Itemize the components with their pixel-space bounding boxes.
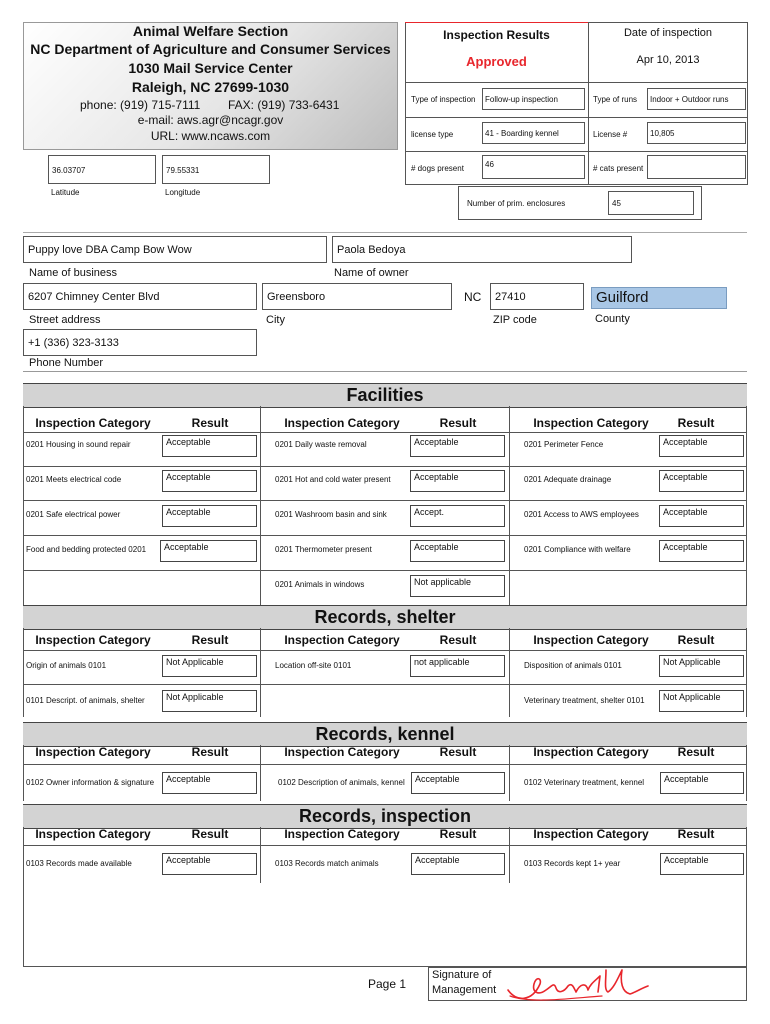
facilities-table — [23, 406, 747, 605]
type-of-inspection-label: Type of inspection — [411, 95, 476, 104]
longitude-label: Longitude — [165, 188, 201, 197]
dogs-present-field[interactable] — [482, 155, 585, 179]
phone-number-label: Phone Number — [29, 357, 103, 369]
inspection-results-value: Approved — [466, 54, 527, 69]
agency-fax: FAX: (919) 733-6431 — [228, 98, 340, 112]
col-header-category: Inspection Category — [35, 633, 151, 647]
category-label: Veterinary treatment, shelter 0101 — [524, 696, 645, 705]
col-header-result: Result — [439, 633, 477, 647]
cats-present-field[interactable] — [647, 155, 746, 179]
city-value: Greensboro — [267, 291, 326, 303]
longitude-field[interactable] — [162, 155, 270, 184]
category-label: Disposition of animals 0101 — [524, 661, 622, 670]
result-field[interactable]: Acceptable — [660, 853, 744, 875]
col-header-category: Inspection Category — [533, 745, 649, 759]
col-header-result: Result — [439, 416, 477, 430]
result-field[interactable]: Acceptable — [660, 772, 744, 794]
latitude-field[interactable] — [48, 155, 156, 184]
owner-name-label: Name of owner — [334, 267, 409, 279]
type-of-runs-value: Indoor + Outdoor runs — [650, 95, 729, 104]
license-number-field[interactable] — [647, 122, 746, 144]
col-header-result: Result — [677, 633, 715, 647]
col-header-result: Result — [677, 745, 715, 759]
result-field[interactable]: Not Applicable — [162, 655, 257, 677]
result-field[interactable]: Acceptable — [162, 853, 257, 875]
result-field[interactable]: Acceptable — [162, 505, 257, 527]
col-header-category: Inspection Category — [284, 745, 400, 759]
agency-section: Animal Welfare Section — [132, 23, 289, 39]
street-address-label: Street address — [29, 314, 101, 326]
records-shelter-title: Records, shelter — [23, 605, 747, 630]
license-type-field[interactable] — [482, 122, 585, 144]
category-label: 0101 Descript. of animals, shelter — [26, 696, 145, 705]
result-field[interactable]: Accept. — [410, 505, 505, 527]
col-header-result: Result — [677, 827, 715, 841]
signature-label-2: Management — [432, 984, 497, 996]
category-label: 0102 Owner information & signature — [26, 778, 155, 787]
type-of-runs-field[interactable] — [647, 88, 746, 110]
street-address-field[interactable] — [23, 283, 257, 310]
owner-name-value: Paola Bedoya — [337, 244, 406, 256]
agency-email: e-mail: aws.agr@ncagr.gov — [137, 113, 284, 127]
longitude-value: 79.55331 — [166, 166, 200, 175]
records-inspection-table — [23, 827, 747, 967]
category-label: 0201 Thermometer present — [275, 545, 372, 554]
agency-address-2: Raleigh, NC 27699-1030 — [131, 79, 290, 95]
county-label: County — [595, 313, 630, 325]
category-label: 0201 Daily waste removal — [275, 440, 367, 449]
category-label: 0201 Meets electrical code — [26, 475, 122, 484]
county-value: Guilford — [596, 289, 649, 306]
license-type-label: license type — [411, 130, 454, 139]
cats-present-label: # cats present — [593, 164, 644, 173]
street-address-value: 6207 Chimney Center Blvd — [28, 291, 160, 303]
col-header-result: Result — [677, 416, 715, 430]
category-label: 0201 Access to AWS employees — [524, 510, 639, 519]
category-label: 0102 Veterinary treatment, kennel — [524, 778, 645, 787]
agency-url: URL: www.ncaws.com — [150, 129, 271, 143]
business-name-value: Puppy love DBA Camp Bow Wow — [28, 244, 192, 256]
col-header-category: Inspection Category — [533, 633, 649, 647]
col-header-result: Result — [439, 745, 477, 759]
col-header-category: Inspection Category — [284, 827, 400, 841]
result-field[interactable]: Acceptable — [162, 772, 257, 794]
handwritten-signature — [502, 962, 652, 1006]
zip-value: 27410 — [495, 291, 526, 303]
records-kennel-title: Records, kennel — [23, 722, 747, 747]
dogs-present-value: 46 — [485, 160, 494, 169]
date-of-inspection-label: Date of inspection — [623, 27, 713, 39]
col-header-result: Result — [191, 745, 229, 759]
result-field[interactable]: Acceptable — [160, 540, 257, 562]
category-label: 0201 Compliance with welfare — [524, 545, 631, 554]
state-value: NC — [464, 290, 482, 304]
col-header-category: Inspection Category — [533, 827, 649, 841]
col-header-category: Inspection Category — [35, 745, 151, 759]
phone-number-value: +1 (336) 323-3133 — [28, 337, 119, 349]
license-type-value: 41 - Boarding kennel — [485, 129, 559, 138]
category-label: 0201 Adequate drainage — [524, 475, 612, 484]
enclosures-field[interactable] — [608, 191, 694, 215]
category-label: 0103 Records match animals — [275, 859, 379, 868]
category-label: 0201 Animals in windows — [275, 580, 365, 589]
result-field[interactable]: Acceptable — [162, 435, 257, 457]
result-field[interactable]: not applicable — [410, 655, 505, 677]
inspection-results-label: Inspection Results — [443, 28, 550, 42]
category-label: 0201 Housing in sound repair — [26, 440, 131, 449]
category-label: 0103 Records kept 1+ year — [524, 859, 621, 868]
county-field[interactable] — [591, 287, 727, 309]
result-field[interactable]: Acceptable — [410, 470, 505, 492]
result-field[interactable]: Acceptable — [410, 540, 505, 562]
category-label: Location off-site 0101 — [275, 661, 352, 670]
divider — [23, 232, 747, 233]
license-number-label: License # — [593, 130, 628, 139]
city-label: City — [266, 314, 285, 326]
agency-phone: phone: (919) 715-7111 — [80, 98, 201, 112]
result-field[interactable]: Acceptable — [411, 853, 505, 875]
category-label: 0201 Perimeter Fence — [524, 440, 604, 449]
category-label: Food and bedding protected 0201 — [26, 545, 147, 554]
type-of-inspection-field[interactable] — [482, 88, 585, 110]
result-field[interactable]: Acceptable — [162, 470, 257, 492]
owner-name-field[interactable] — [332, 236, 632, 263]
results-header-accent — [405, 22, 588, 23]
zip-field[interactable] — [490, 283, 584, 310]
business-name-label: Name of business — [29, 267, 118, 279]
result-field[interactable]: Acceptable — [411, 772, 505, 794]
type-of-runs-label: Type of runs — [593, 95, 638, 104]
category-label: Origin of animals 0101 — [26, 661, 107, 670]
records-inspection-title: Records, inspection — [23, 804, 747, 829]
result-field[interactable]: Not Applicable — [659, 690, 744, 712]
col-header-result: Result — [191, 633, 229, 647]
category-label: 0201 Safe electrical power — [26, 510, 121, 519]
business-name-field[interactable] — [23, 236, 327, 263]
col-header-result: Result — [439, 827, 477, 841]
latitude-label: Latitude — [51, 188, 80, 197]
license-number-value: 10,805 — [650, 129, 675, 138]
result-field[interactable]: Acceptable — [659, 540, 744, 562]
latitude-value: 36.03707 — [52, 166, 86, 175]
result-field[interactable]: Not applicable — [410, 575, 505, 597]
category-label: 0102 Description of animals, kennel — [278, 778, 405, 787]
agency-department: NC Department of Agriculture and Consumer Services — [30, 41, 391, 57]
result-field[interactable]: Acceptable — [659, 505, 744, 527]
col-header-category: Inspection Category — [35, 827, 151, 841]
signature-label-1: Signature of — [432, 969, 492, 981]
result-field[interactable]: Not Applicable — [659, 655, 744, 677]
agency-address-1: 1030 Mail Service Center — [128, 60, 293, 76]
city-field[interactable] — [262, 283, 452, 310]
result-field[interactable]: Acceptable — [659, 435, 744, 457]
col-header-category: Inspection Category — [533, 416, 649, 430]
col-header-result: Result — [191, 827, 229, 841]
facilities-title: Facilities — [23, 383, 747, 408]
result-field[interactable]: Not Applicable — [162, 690, 257, 712]
col-header-result: Result — [191, 416, 229, 430]
dogs-present-label: # dogs present — [411, 164, 464, 173]
category-label: 0201 Washroom basin and sink — [275, 510, 387, 519]
col-header-category: Inspection Category — [284, 633, 400, 647]
type-of-inspection-value: Follow-up inspection — [485, 95, 558, 104]
result-field[interactable]: Acceptable — [659, 470, 744, 492]
enclosures-value: 45 — [612, 199, 621, 208]
zip-label: ZIP code — [493, 314, 537, 326]
page-number: Page 1 — [368, 977, 407, 991]
result-field[interactable]: Acceptable — [410, 435, 505, 457]
col-header-category: Inspection Category — [284, 416, 400, 430]
category-label: 0103 Records made available — [26, 859, 132, 868]
category-label: 0201 Hot and cold water present — [275, 475, 391, 484]
enclosures-label: Number of prim. enclosures — [467, 199, 566, 208]
date-of-inspection-value: Apr 10, 2013 — [636, 54, 700, 66]
phone-number-field[interactable] — [23, 329, 257, 356]
col-header-category: Inspection Category — [35, 416, 151, 430]
